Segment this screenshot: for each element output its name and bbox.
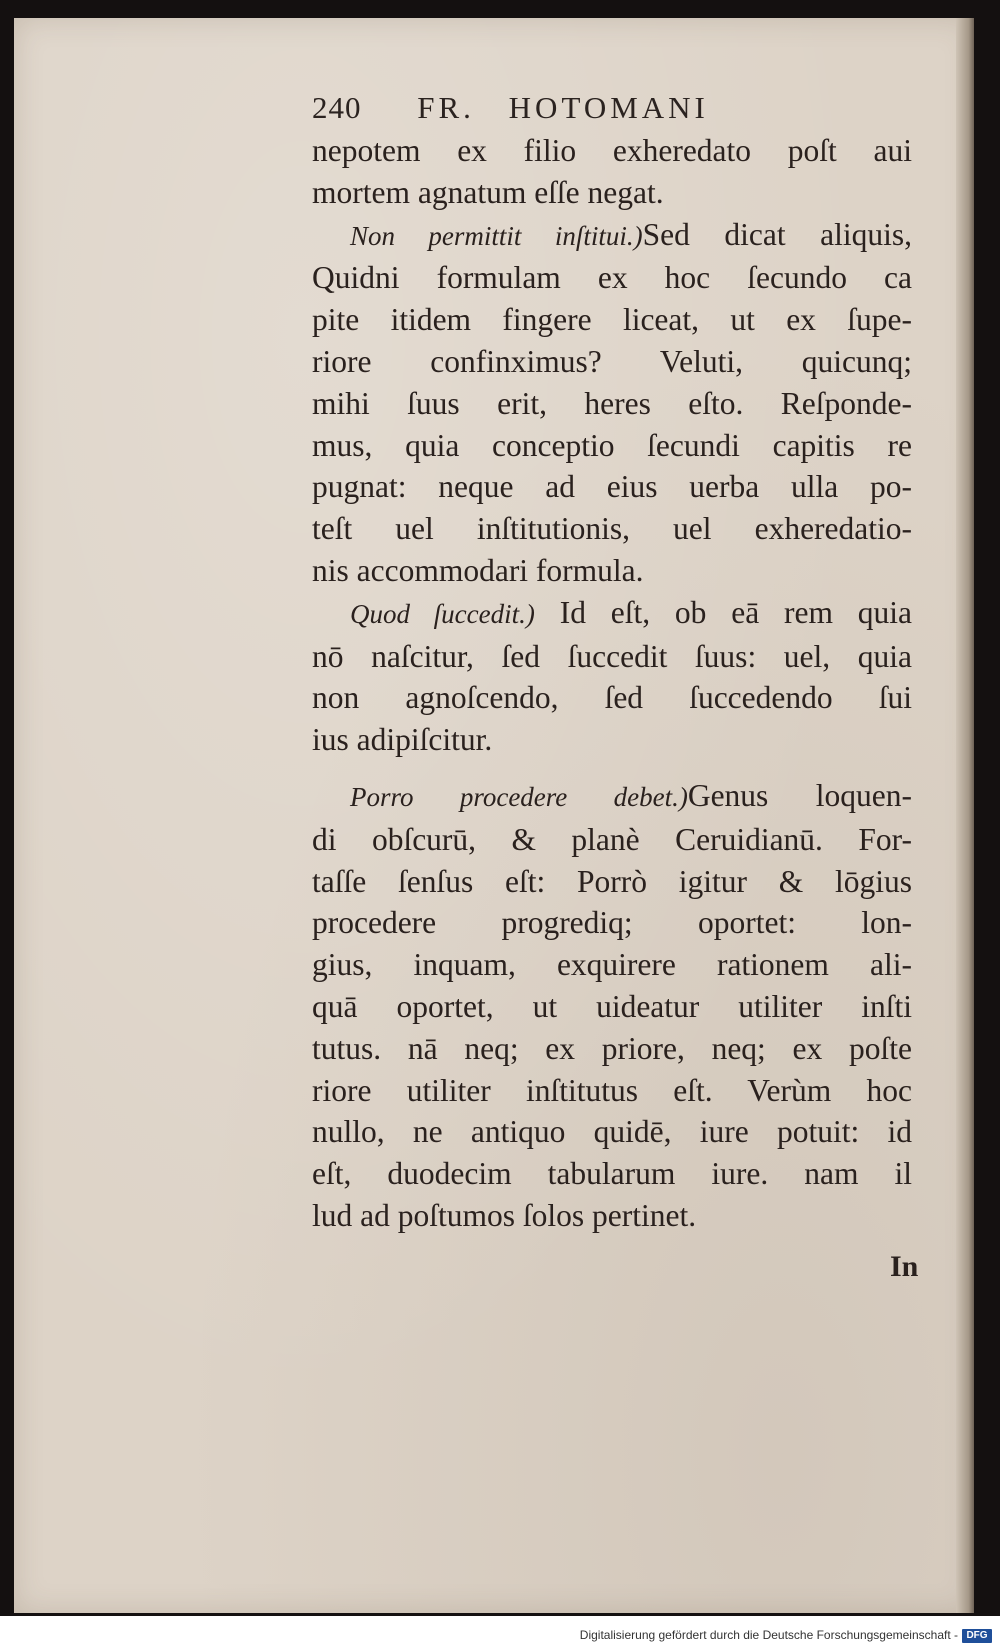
text-line: nepotem ex filio exheredato poſt aui xyxy=(312,133,912,168)
text-line: nis accommodari formula. xyxy=(312,552,644,588)
paragraph-gap xyxy=(312,761,912,775)
text-line: Quidni formulam ex hoc ſecundo ca xyxy=(312,260,912,296)
text-line: tutus. nā neq; ex priore, neq; ex poſte xyxy=(312,1030,912,1066)
text-line: riore confinximus? Veluti, quicunq; xyxy=(312,343,912,379)
footer-bar xyxy=(0,1616,1000,1650)
text-line: procedere progrediq; oportet: lon- xyxy=(312,905,912,941)
lemma: Porro procedere debet.) xyxy=(350,781,688,812)
text-line-with-lemma xyxy=(312,592,912,636)
text-line-with-lemma xyxy=(312,214,912,258)
text-line: mus, quia conceptio ſecundi capitis re xyxy=(312,427,912,463)
text-segment: Genus loquen- xyxy=(687,777,912,813)
text-line: teſt uel inſtitutionis, uel exheredatio- xyxy=(312,511,912,547)
text-line: pugnat: neque ad eius uerba ulla po- xyxy=(312,469,912,505)
catchword: In xyxy=(890,1250,919,1283)
text-line: lud ad poſtumos ſolos pertinet. xyxy=(312,1197,697,1233)
running-title-prefix: FR. xyxy=(417,90,475,125)
page-number: 240 xyxy=(312,90,362,125)
text-segment: Sed dicat aliquis, xyxy=(642,216,912,252)
text-line: nō naſcitur, ſed ſuccedit ſuus: uel, quia xyxy=(312,638,912,674)
main-text xyxy=(312,130,912,1237)
digitization-credit: Digitalisierung gefördert durch die Deutsche Forschungsgemeinschaft - xyxy=(579,1628,958,1642)
lemma: Quod ſuccedit.) xyxy=(350,598,535,629)
text-line: mortem agnatum eſſe negat. xyxy=(312,174,664,210)
text-segment: Id eſt, ob eā rem quia xyxy=(559,594,912,630)
dfg-logo-icon: DFG xyxy=(962,1629,992,1643)
text-line: quā oportet, ut uideatur utiliter inſti xyxy=(312,988,912,1024)
running-title: HOTOMANI xyxy=(508,90,709,125)
lemma: Non permittit inſtitui.) xyxy=(350,220,643,251)
text-line: mihi ſuus erit, heres eſto. Reſponde- xyxy=(312,385,912,421)
text-line: taſſe ſenſus eſt: Porrò igitur & lōgius xyxy=(312,863,912,899)
running-head xyxy=(312,90,852,126)
text-line-with-lemma xyxy=(312,775,912,819)
page-edge xyxy=(956,18,974,1613)
text-line: non agnoſcendo, ſed ſuccedendo ſui xyxy=(312,680,912,716)
text-line: gius, inquam, exquirere rationem ali- xyxy=(312,947,912,983)
text-line: ius adipiſcitur. xyxy=(312,722,493,758)
text-line: pite itidem fingere liceat, ut ex ſupe- xyxy=(312,302,912,338)
text-line: nullo, ne antiquo quidē, iure potuit: id xyxy=(312,1114,912,1150)
text-line: riore utiliter inſtitutus eſt. Verùm hoc xyxy=(312,1072,912,1108)
text-line: eſt, duodecim tabularum iure. nam il xyxy=(312,1156,912,1192)
text-line: di obſcurū, & planè Ceruidianū. For- xyxy=(312,821,912,857)
